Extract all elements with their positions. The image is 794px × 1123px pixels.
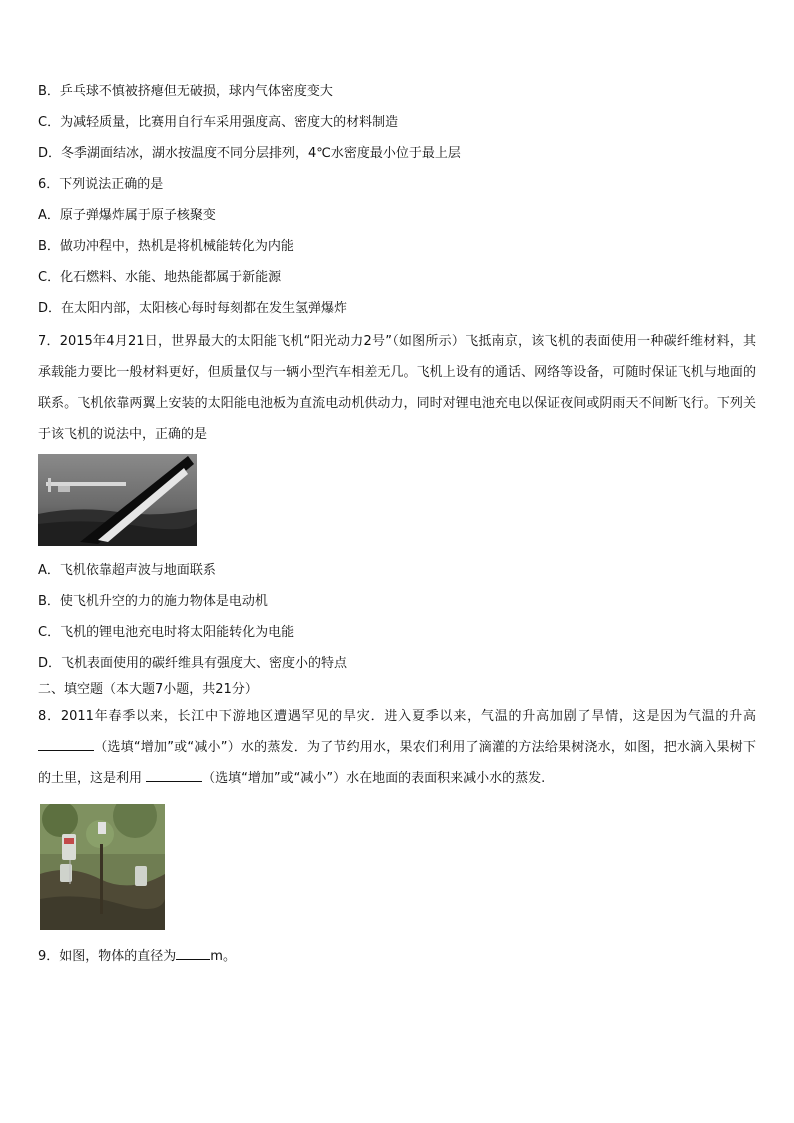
solar-airplane-image <box>38 454 197 546</box>
section-heading: 二、填空题（本大题7小题，共21分） <box>38 682 258 697</box>
q6-option-b: B．做功冲程中，热机是将机械能转化为内能 <box>38 239 294 254</box>
q8-stem <box>38 701 756 794</box>
q6-stem: 6．下列说法正确的是 <box>38 177 164 192</box>
q8-blank-2 <box>146 767 202 782</box>
q7-option-d: D．飞机表面使用的碳纤维具有强度大、密度小的特点 <box>38 656 348 671</box>
q5-option-d: D．冬季湖面结冰，湖水按温度不同分层排列，4℃水密度最小位于最上层 <box>38 146 461 161</box>
q7-option-c: C．飞机的锂电池充电时将太阳能转化为电能 <box>38 625 295 640</box>
q7-stem: 7．2015年4月21日，世界最大的太阳能飞机“阳光动力2号”（如图所示）飞抵南京，该飞机的表面使用一种碳纤维材料，其承载能力要比一般材料更好，但质量仅与一辆小型汽车相差无几。飞机上设有的通话、网络等设备，可随时保证飞机与地面的联系。飞机依靠两翼上安装的太阳能电池板为直流电动机供动力，同时对锂电池充电以保证夜间或阴雨天不间断飞行。下列关于该飞机的说法中，正确的是 <box>38 334 756 442</box>
q7-option-a: A．飞机依靠超声波与地面联系 <box>38 563 216 578</box>
q9-stem <box>38 945 236 967</box>
q9-text-1: 9．如图，物体的直径为 <box>38 949 177 964</box>
q5-option-c: C．为减轻质量，比赛用自行车采用强度高、密度大的材料制造 <box>38 115 399 130</box>
q6-option-a: A．原子弹爆炸属于原子核聚变 <box>38 208 216 223</box>
q6-option-c: C．化石燃料、水能、地热能都属于新能源 <box>38 270 282 285</box>
drip-irrigation-image <box>40 804 165 930</box>
q9-blank <box>176 945 210 960</box>
q8-text-3: （选填“增加”或“减小”）水在地面的表面积来减小水的蒸发. <box>202 771 546 786</box>
q9-text-2: m。 <box>210 949 236 964</box>
q8-text-1: 8．2011年春季以来，长江中下游地区遭遇罕见的旱灾．进入夏季以来，气温的升高加剧了旱情，这是因为气温的升高 <box>38 709 756 724</box>
q8-text-2: （选填“增加”或“减小”）水的蒸发．为了节约用水，果农们利用了滴灌的方法给果树浇水，如图，把水滴入果树下的土里，这是利用 <box>38 740 756 786</box>
q8-blank-1 <box>38 736 94 751</box>
q6-option-d: D．在太阳内部，太阳核心每时每刻都在发生氢弹爆炸 <box>38 301 348 316</box>
q7-option-b: B．使飞机升空的力的施力物体是电动机 <box>38 594 268 609</box>
q5-option-b: B．乒乓球不慎被挤瘪但无破损，球内气体密度变大 <box>38 84 333 99</box>
